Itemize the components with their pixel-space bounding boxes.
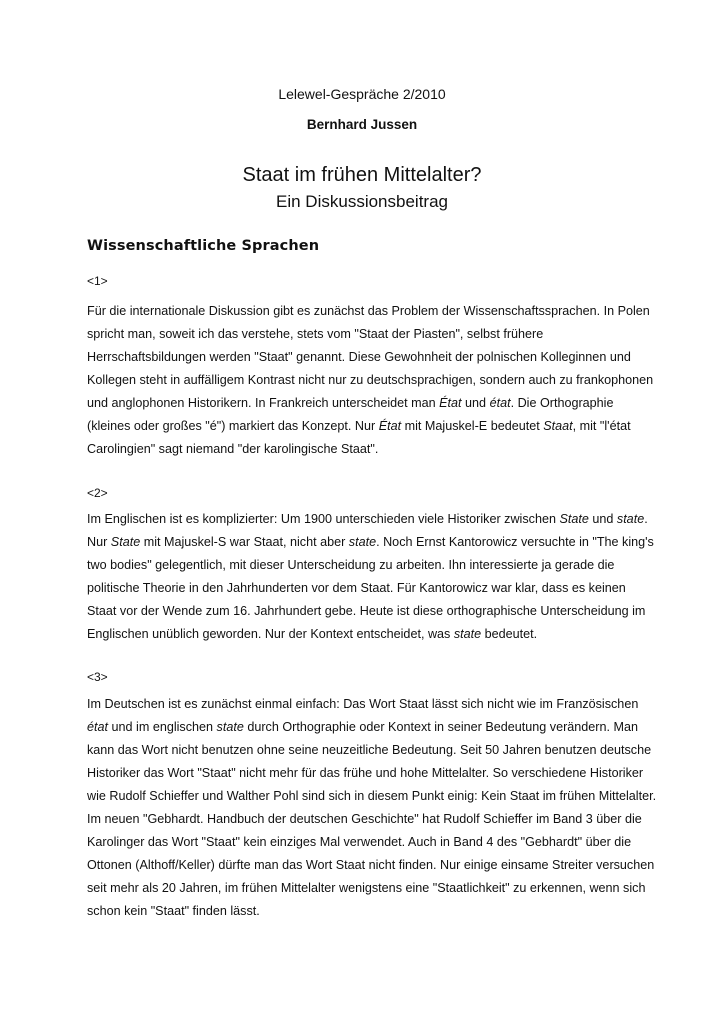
text-run: Staat vor der Wende zum 16. Jahrhundert gebe. Heute ist diese orthographische Unterscheidung im: [87, 604, 646, 618]
text-run: schon kein "Staat" finden lässt.: [87, 904, 260, 918]
paragraph-line: [87, 300, 650, 323]
paragraph-line: [87, 392, 643, 415]
paragraph-line: [87, 600, 646, 623]
italic-text: état: [489, 396, 511, 410]
text-run: Für die internationale Diskussion gibt es zunächst das Problem der Wissenschaftssprachen. In Polen: [87, 304, 650, 318]
paragraph-line: [87, 693, 643, 716]
document-title: Staat im frühen Mittelalter?: [242, 164, 482, 186]
paragraph-line: [87, 877, 646, 900]
italic-text: State: [559, 512, 589, 526]
paragraph-line: [87, 369, 654, 392]
text-run: Carolingien" sagt niemand "der karolingische Staat".: [87, 442, 379, 456]
text-run: mit Majuskel-S war Staat, nicht aber: [140, 535, 349, 549]
paragraph-number-2: <2>: [87, 486, 108, 500]
paragraph-line: [87, 785, 657, 808]
text-run: Nur: [87, 535, 111, 549]
paragraph-1: [87, 300, 654, 461]
text-run: Karolinger das Wort "Staat" kein einziges Mal verwendet. Auch in Band 4 des "Gebhardt" über die: [87, 835, 632, 849]
text-run: two bodies" gelegentlich, mit dieser Unterscheidung zu arbeiten. Ihn interessierte ja gerade die: [87, 558, 615, 572]
paragraph-line: [87, 531, 654, 554]
paragraph-line: [87, 577, 643, 600]
text-run: bedeutet.: [481, 627, 538, 641]
italic-text: État: [439, 396, 462, 410]
text-run: . Noch Ernst Kantorowicz versuchte in "The king's: [376, 535, 654, 549]
italic-text: Staat: [543, 419, 573, 433]
paragraph-line: [87, 716, 643, 739]
text-run: .: [644, 512, 648, 526]
italic-text: state: [616, 512, 645, 526]
paragraph-number-1: <1>: [87, 274, 108, 288]
italic-text: state: [348, 535, 377, 549]
text-run: , mit "l'état: [572, 419, 631, 433]
italic-text: État: [378, 419, 402, 433]
text-run: . Die Orthographie: [510, 396, 614, 410]
paragraph-line: [87, 854, 655, 877]
text-run: Englischen unüblich geworden. Nur der Kontext entscheidet, was: [87, 627, 454, 641]
text-run: seit mehr als 20 Jahren, im frühen Mittelalter wenigstens eine "Staatlichkeit" zu erkennen, wenn sich: [87, 881, 646, 895]
italic-text: State: [110, 535, 141, 549]
text-run: und im englischen: [108, 720, 217, 734]
text-run: Im neuen "Gebhardt. Handbuch der deutschen Geschichte" hat Rudolf Schieffer im Band 3 über die: [87, 812, 642, 826]
paragraph-2: [87, 508, 654, 646]
text-run: Kollegen steht in auffälligem Kontrast nicht nur zu deutschsprachigen, sondern auch zu frankophonen: [87, 373, 654, 387]
text-run: und: [588, 512, 617, 526]
text-run: durch Orthographie oder Kontext in seiner Bedeutung verändern. Man: [243, 720, 638, 734]
paragraph-line: [87, 438, 643, 461]
paragraph-3: [87, 693, 657, 923]
text-run: wie Rudolf Schieffer und Walther Pohl sind sich in diesem Punkt einig: Kein Staat im frühen Mittelalter.: [87, 789, 657, 803]
document-subtitle: Ein Diskussionsbeitrag: [276, 192, 448, 211]
text-run: (kleines oder großes "é") markiert das Konzept. Nur: [87, 419, 379, 433]
paragraph-line: [87, 900, 643, 923]
text-run: mit Majuskel-E bedeutet: [401, 419, 544, 433]
text-run: und anglophonen Historikern. In Frankreich unterscheidet man: [87, 396, 440, 410]
paragraph-line: [87, 508, 648, 531]
text-run: Ottonen (Althoff/Keller) dürfte man das Wort Staat nicht finden. Nur einige einsame Streiter versuchen: [87, 858, 655, 872]
italic-text: état: [87, 720, 109, 734]
paragraph-number-3: <3>: [87, 670, 108, 684]
paragraph-line: [87, 808, 643, 831]
paragraph-line: [87, 623, 643, 646]
text-run: spricht man, soweit ich das verstehe, stets vom "Staat der Piasten", selbst frühere: [87, 327, 544, 341]
paragraph-line: [87, 831, 643, 854]
section-heading: Wissenschaftliche Sprachen: [87, 238, 320, 254]
series-header: Lelewel-Gespräche 2/2010: [278, 86, 446, 102]
text-run: Im Deutschen ist es zunächst einmal einfach: Das Wort Staat lässt sich nicht wie im Französischen: [87, 697, 639, 711]
italic-text: state: [453, 627, 482, 641]
author-name: Bernhard Jussen: [306, 117, 418, 132]
paragraph-line: [87, 346, 643, 369]
paragraph-line: [87, 762, 643, 785]
text-run: kann das Wort nicht benutzen ohne seine neuzeitliche Bedeutung. Seit 50 Jahren benutzen deutsche: [87, 743, 652, 757]
text-run: und: [461, 396, 490, 410]
text-run: politische Theorie in den Jahrhunderten vor dem Staat. Für Kantorowicz war klar, dass es keinen: [87, 581, 626, 595]
text-run: Herrschaftsbildungen werden "Staat" genannt. Diese Gewohnheit der polnischen Kolleginnen und: [87, 350, 631, 364]
paragraph-line: [87, 323, 643, 346]
text-run: Historiker das Wort "Staat" nicht mehr für das frühe und hohe Mittelalter. So verschiedene Historiker: [87, 766, 644, 780]
paragraph-line: [87, 739, 652, 762]
text-run: Im Englischen ist es komplizierter: Um 1900 unterschieden viele Historiker zwischen: [87, 512, 560, 526]
italic-text: state: [216, 720, 244, 734]
paragraph-line: [87, 554, 643, 577]
paragraph-line: [87, 415, 643, 438]
